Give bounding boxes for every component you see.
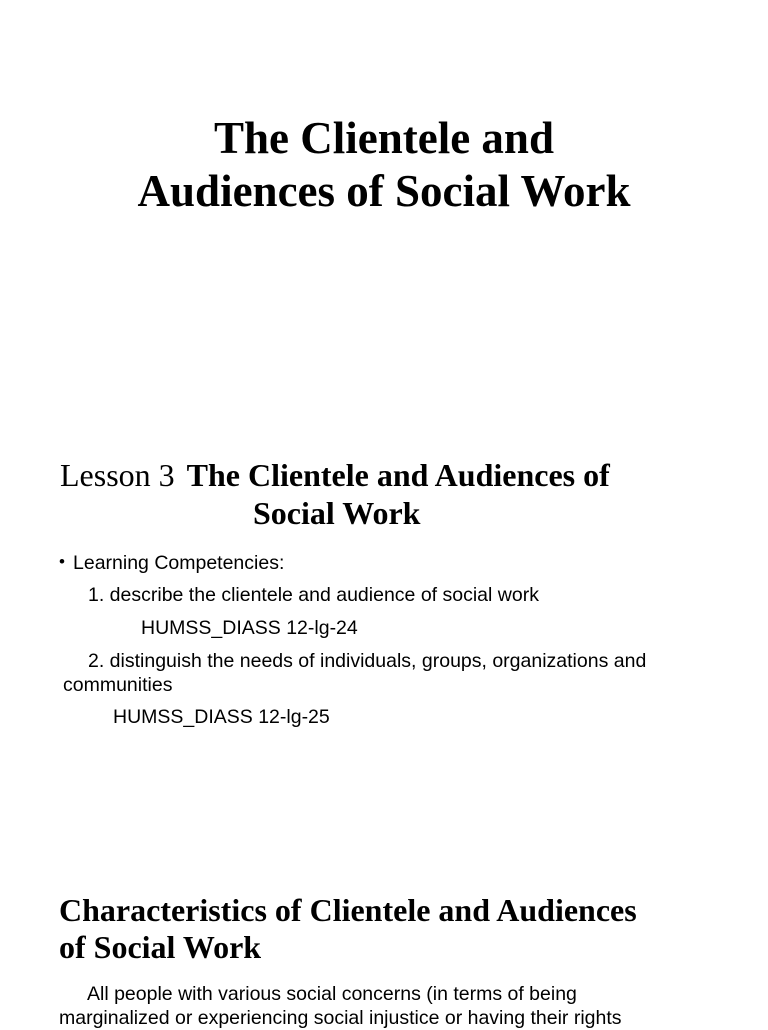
competency-item-2-continued: communities	[63, 674, 173, 696]
competency-code-1: HUMSS_DIASS 12-lg-24	[141, 617, 358, 639]
competencies-label: Learning Competencies:	[73, 552, 285, 574]
paragraph-line-1: All people with various social concerns (in terms of being	[87, 983, 577, 1005]
lesson-title-line-2: Social Work	[253, 495, 421, 531]
lesson-title-line-1: The Clientele and Audiences of	[186, 457, 610, 493]
characteristics-slide	[0, 860, 768, 1029]
title-line-1: The Clientele and	[213, 113, 554, 163]
title-slide	[0, 0, 768, 300]
lesson-slide	[0, 420, 768, 800]
lesson-heading	[60, 456, 740, 532]
competency-item-2: 2. distinguish the needs of individuals, groups, organizations and	[88, 650, 647, 672]
page-title	[0, 112, 768, 218]
bullet-icon: •	[59, 552, 65, 571]
title-line-2: Audiences of Social Work	[137, 166, 631, 216]
body-paragraph	[59, 982, 749, 1030]
paragraph-line-2: marginalized or experiencing social injustice or having their rights	[59, 1007, 622, 1029]
competency-item-1: 1. describe the clientele and audience of social work	[88, 584, 539, 606]
section-heading-line-2: of Social Work	[59, 929, 262, 965]
lesson-number: Lesson 3	[60, 457, 175, 493]
section-heading	[59, 892, 749, 966]
competency-code-2: HUMSS_DIASS 12-lg-25	[113, 706, 330, 728]
section-heading-line-1: Characteristics of Clientele and Audiences	[59, 892, 637, 928]
